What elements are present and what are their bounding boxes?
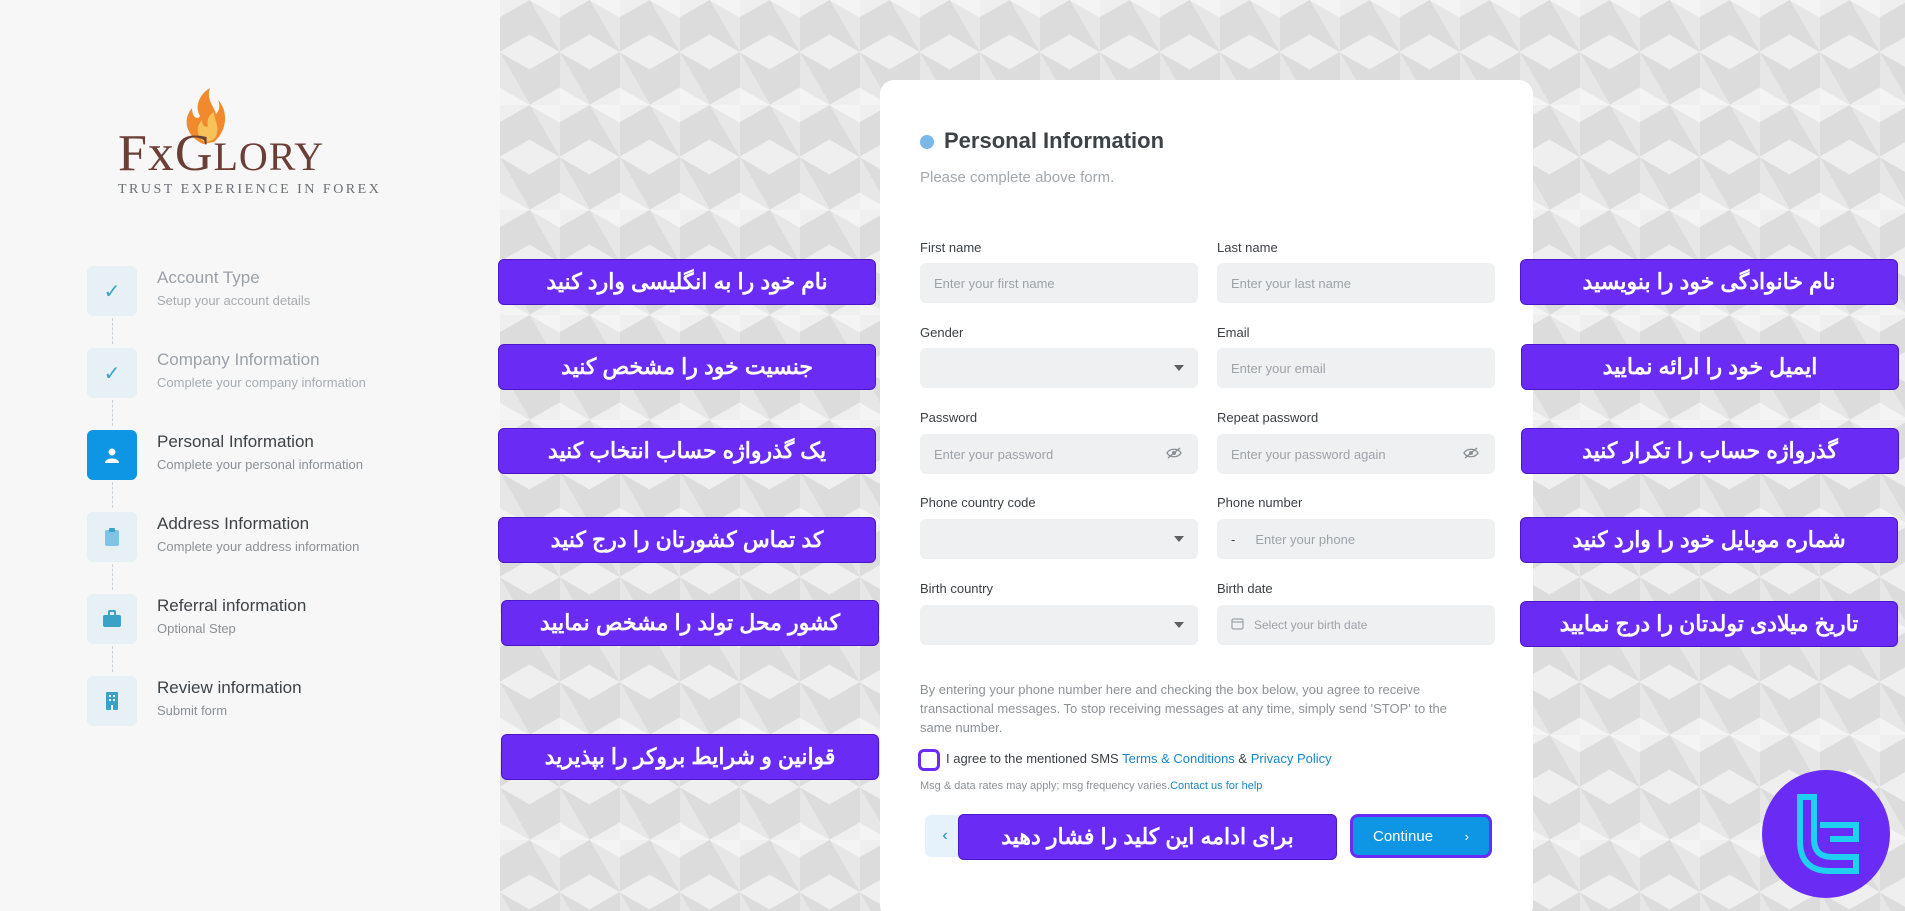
gender-select[interactable] <box>920 348 1198 388</box>
password-input[interactable] <box>920 434 1198 474</box>
brand-badge-icon <box>1762 770 1890 898</box>
email-placeholder: Enter your email <box>1231 360 1326 376</box>
email-input[interactable] <box>1217 348 1495 388</box>
briefcase-icon <box>87 594 137 644</box>
user-icon <box>87 430 137 480</box>
annotation-terms: قوانین و شرایط بروکر را بپذیرید <box>501 734 879 780</box>
logo-wordmark: FxGLORY <box>118 125 325 182</box>
annotation-birth-date: تاریخ میلادی تولدتان را درج نمایید <box>1520 601 1898 647</box>
annotation-phone-number: شماره موبایل خود را وارد کنید <box>1520 517 1898 563</box>
sidebar <box>0 0 500 911</box>
first-name-label: First name <box>920 240 982 255</box>
continue-button[interactable] <box>1350 814 1492 858</box>
chevron-right-icon: › <box>1464 828 1469 844</box>
chevron-down-icon <box>1174 365 1184 371</box>
building-icon <box>87 676 137 726</box>
chevron-left-icon: ‹ <box>942 827 948 844</box>
step-subtitle: Setup your account details <box>157 293 311 308</box>
first-name-input[interactable] <box>920 263 1198 303</box>
annotation-password: یک گذرواژه حساب انتخاب کنید <box>498 428 876 474</box>
phone-country-code-select[interactable] <box>920 519 1198 559</box>
annotation-phone-code: کد تماس کشورتان را درج کنید <box>498 517 876 563</box>
chevron-down-icon <box>1174 536 1184 542</box>
check-icon: ✓ <box>87 348 137 398</box>
form-title: Personal Information <box>944 128 1165 153</box>
sms-agree-checkbox[interactable] <box>918 749 940 771</box>
password-placeholder: Enter your password <box>934 446 1054 462</box>
last-name-input[interactable] <box>1217 263 1495 303</box>
birth-date-placeholder: Select your birth date <box>1254 618 1368 632</box>
step-subtitle: Complete your personal information <box>157 457 363 472</box>
birth-date-input[interactable] <box>1217 605 1495 645</box>
step-personal-information[interactable] <box>87 426 447 486</box>
step-account-type[interactable] <box>87 262 447 322</box>
check-icon: ✓ <box>87 266 137 316</box>
birth-country-label: Birth country <box>920 581 993 596</box>
phone-number-placeholder: Enter your phone <box>1255 531 1356 547</box>
eye-off-icon[interactable] <box>1166 447 1182 462</box>
annotation-last-name: نام خانوادگی خود را بنویسید <box>1520 259 1898 305</box>
fxglory-logo[interactable] <box>118 86 382 197</box>
sms-notice: By entering your phone number here and checking the box below, you agree to receive transactional messages. To stop receiving messages at any time, simply send 'STOP' to the same number. <box>920 682 1447 735</box>
phone-number-input[interactable] <box>1217 519 1495 559</box>
logo-tagline: TRUST EXPERIENCE IN FOREX <box>118 182 382 197</box>
step-title: Referral information <box>157 596 307 615</box>
annotation-birth-country: کشور محل تولد را مشخص نمایید <box>501 600 879 646</box>
sms-agree-label: I agree to the mentioned SMS Terms & Conditions & Privacy Policy <box>946 751 1332 766</box>
step-company-information[interactable] <box>87 344 447 404</box>
annotation-gender: جنسیت خود را مشخص کنید <box>498 344 876 390</box>
step-title: Review information <box>157 678 302 697</box>
msg-rates-note: Msg & data rates may apply; msg frequency varies.Contact us for help <box>920 780 1263 792</box>
phone-prefix: - <box>1231 531 1236 547</box>
chevron-down-icon <box>1174 622 1184 628</box>
step-title: Account Type <box>157 268 260 287</box>
continue-label: Continue <box>1373 827 1434 845</box>
repeat-password-label: Repeat password <box>1217 410 1319 425</box>
first-name-placeholder: Enter your first name <box>934 275 1055 291</box>
step-title: Personal Information <box>157 432 314 451</box>
step-review-information[interactable] <box>87 672 447 732</box>
gender-label: Gender <box>920 325 964 340</box>
step-subtitle: Complete your address information <box>157 539 360 554</box>
contact-link[interactable]: Contact us for help <box>1170 780 1263 792</box>
step-referral-information[interactable] <box>87 590 447 650</box>
terms-link[interactable]: Terms & Conditions <box>1122 751 1235 766</box>
clipboard-icon <box>87 512 137 562</box>
last-name-placeholder: Enter your last name <box>1231 275 1351 291</box>
birth-country-select[interactable] <box>920 605 1198 645</box>
password-label: Password <box>920 410 978 425</box>
email-label: Email <box>1217 325 1250 340</box>
annotation-continue: برای ادامه این کلید را فشار دهید <box>958 814 1337 860</box>
last-name-label: Last name <box>1217 240 1278 255</box>
step-subtitle: Optional Step <box>157 621 236 636</box>
step-subtitle: Complete your company information <box>157 375 366 390</box>
annotation-first-name: نام خود را به انگلیسی وارد کنید <box>498 259 876 305</box>
privacy-policy-link[interactable]: Privacy Policy <box>1250 751 1332 766</box>
eye-off-icon[interactable] <box>1463 447 1479 462</box>
step-subtitle: Submit form <box>157 703 228 718</box>
repeat-password-input[interactable] <box>1217 434 1495 474</box>
annotation-email: ایمیل خود را ارائه نمایید <box>1521 344 1899 390</box>
step-title: Address Information <box>157 514 310 533</box>
repeat-password-placeholder: Enter your password again <box>1231 446 1386 462</box>
phone-number-label: Phone number <box>1217 495 1303 510</box>
phone-country-code-label: Phone country code <box>920 495 1036 510</box>
birth-date-label: Birth date <box>1217 581 1273 596</box>
step-address-information[interactable] <box>87 508 447 568</box>
form-subtitle: Please complete above form. <box>920 169 1115 186</box>
title-dot-icon <box>920 135 934 149</box>
calendar-icon <box>1231 617 1244 633</box>
annotation-repeat-password: گذرواژه حساب را تکرار کنید <box>1521 428 1899 474</box>
step-title: Company Information <box>157 350 320 369</box>
personal-information-card <box>880 80 1533 911</box>
